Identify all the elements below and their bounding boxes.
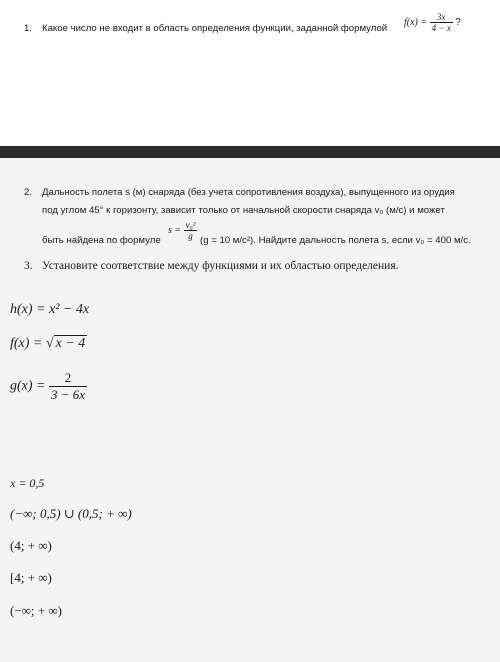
domain-option-5: (−∞; + ∞) [10,603,62,618]
function-h-rhs: x² − 4x [49,302,90,317]
separator-band [0,146,500,158]
fraction-numerator: 3x [430,12,453,23]
question-2-line-1: Дальность полета s (м) снаряда (без учета сопротивления воздуха), выпущенного из орудия [42,187,455,198]
question-1-formula [404,12,461,33]
question-1-text: Какое число не входит в область определения функции, заданной формулой [42,23,388,34]
fraction-denominator: g [188,231,193,241]
question-3-text: Установите соответствие между функциями и их областью определения. [42,260,399,272]
questions-2-3-section [0,158,500,662]
function-h-lhs: h(x) = [10,302,46,317]
domain-option-3: (4; + ∞) [10,538,52,553]
formula-fraction [430,12,453,33]
fraction-numerator: v₀² [185,220,196,230]
formula-lhs: f(x) = [404,16,428,28]
function-f [10,336,87,352]
function-g-denominator: 3 − 6x [51,387,86,402]
question-1-number: 1. [24,23,33,34]
formula-fraction [184,220,198,241]
question-2-line-3a: быть найдена по формуле [42,235,161,246]
formula-lhs: s = [168,224,182,236]
fraction-denominator: 4 − x [431,23,451,33]
function-f-radicand: x − 4 [55,336,86,351]
question-mark: ? [455,16,461,28]
domain-option-1: x = 0,5 [10,476,45,490]
function-g-fraction [49,370,87,403]
function-g [10,370,87,403]
function-h [10,302,89,318]
question-3-number: 3. [24,260,33,272]
function-g-lhs: g(x) = [10,378,46,394]
question-2-number: 2. [24,187,33,198]
question-2-line-2: под углом 45° к горизонту, зависит только от начальной скорости снаряда v₀ (м/с) и может [42,205,445,216]
function-g-numerator: 2 [49,370,87,387]
question-2-line-3b: (g = 10 м/с²). Найдите дальность полета s, если v₀ = 400 м/с. [200,235,471,246]
domain-option-4: [4; + ∞) [10,570,52,585]
function-f-lhs: f(x) = [10,336,43,351]
question-1-section [0,0,500,146]
domain-option-2: (−∞; 0,5) ∪ (0,5; + ∞) [10,506,132,521]
radical-sign: √ [45,336,54,351]
question-2-formula [168,220,197,241]
